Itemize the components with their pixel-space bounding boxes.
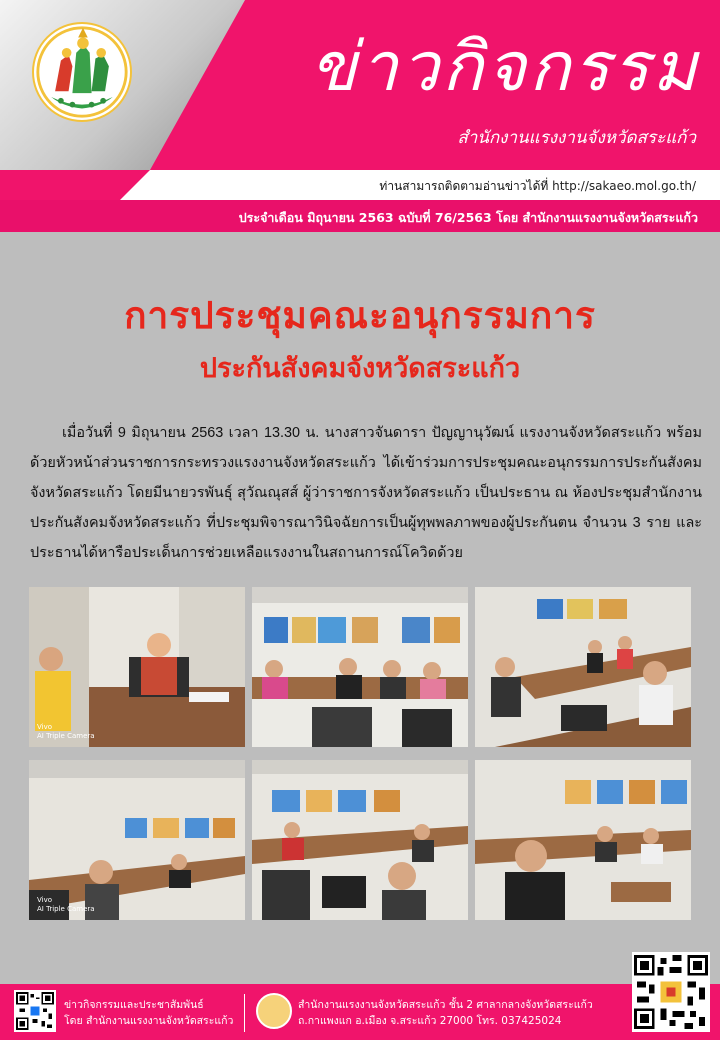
footer-address-line-2: ถ.กาแพงแก อ.เมือง จ.สระแก้ว 27000 โทร. 037425024 <box>298 1015 562 1027</box>
meeting-photo-5 <box>252 760 468 920</box>
website-link[interactable]: http://sakaeo.mol.go.th/ <box>552 179 696 193</box>
footer-left-line-2: โดย สำนักงานแรงงานจังหวัดสระแก้ว <box>64 1015 234 1027</box>
newsletter-subtitle: สำนักงานแรงงานจังหวัดสระแก้ว <box>457 128 696 148</box>
qr-code-facebook[interactable] <box>14 990 56 1032</box>
department-logo <box>32 22 132 122</box>
camera-watermark: Vivo AI Triple Camera <box>37 723 95 740</box>
meeting-photo-1 <box>29 587 245 747</box>
follow-text: ท่านสามารถติดตามอ่านข่าวได้ที่ <box>379 179 549 193</box>
article-headline: การประชุมคณะอนุกรรมการ <box>124 294 596 337</box>
footer-left-line-1: ข่าวกิจกรรมและประชาสัมพันธ์ <box>64 999 204 1011</box>
meeting-photo-2 <box>252 587 468 747</box>
qr-code-website[interactable] <box>632 952 710 1032</box>
footer-address-line-1: สำนักงานแรงงานจังหวัดสระแก้ว ชั้น 2 ศาลากลางจังหวัดสระแก้ว <box>298 999 593 1011</box>
deity-emblem-icon <box>34 24 130 120</box>
article-subheadline: ประกันสังคมจังหวัดสระแก้ว <box>199 353 521 384</box>
qr-code-icon <box>16 992 54 1030</box>
camera-watermark-2: Vivo AI Triple Camera <box>37 896 95 913</box>
footer-divider <box>244 994 245 1032</box>
footer-right-text <box>298 997 593 1029</box>
meeting-photo-6 <box>475 760 691 920</box>
footer-left-text <box>64 997 233 1029</box>
newsletter-title: ข่าวกิจกรรม <box>310 28 700 107</box>
issue-line: ประจำเดือน มิถุนายน 2563 ฉบับที่ 76/2563 โดย สำนักงานแรงงานจังหวัดสระแก้ว <box>238 210 698 225</box>
footer-emblem-icon <box>256 993 292 1029</box>
meeting-photo-3 <box>475 587 691 747</box>
article-body: เมื่อวันที่ 9 มิถุนายน 2563 เวลา 13.30 น. นางสาวจันดารา ปัญญานุวัฒน์ แรงงานจังหวัดสระแก้ว พร้อมด้วยหัวหน้าส่วนราชการกระทรวงแรงงานจังหวัดสระแก้ว ได้เข้าร่วมการประชุมคณะอนุกรรมการประกันสังคมจังหวัดสระแก้ว โดยมีนายวรพันธุ์ สุวัณณุสส์ ผู้ว่าราชการจังหวัดสระแก้ว เป็นประธาน ณ ห้องประชุมสำนักงานประกันสังคมจังหวัดสระแก้ว ที่ประชุมพิจารณาวินิจฉัยการเป็นผู้ทุพพลภาพของผู้ประกันตน จำนวน 3 ราย และประธานได้หารือประเด็นการช่วยเหลือแรงงานในสถานการณ์โควิดด้วย <box>30 425 702 561</box>
qr-code-large-icon <box>634 954 708 1030</box>
follow-line <box>379 177 696 196</box>
meeting-photo-4 <box>29 760 245 920</box>
